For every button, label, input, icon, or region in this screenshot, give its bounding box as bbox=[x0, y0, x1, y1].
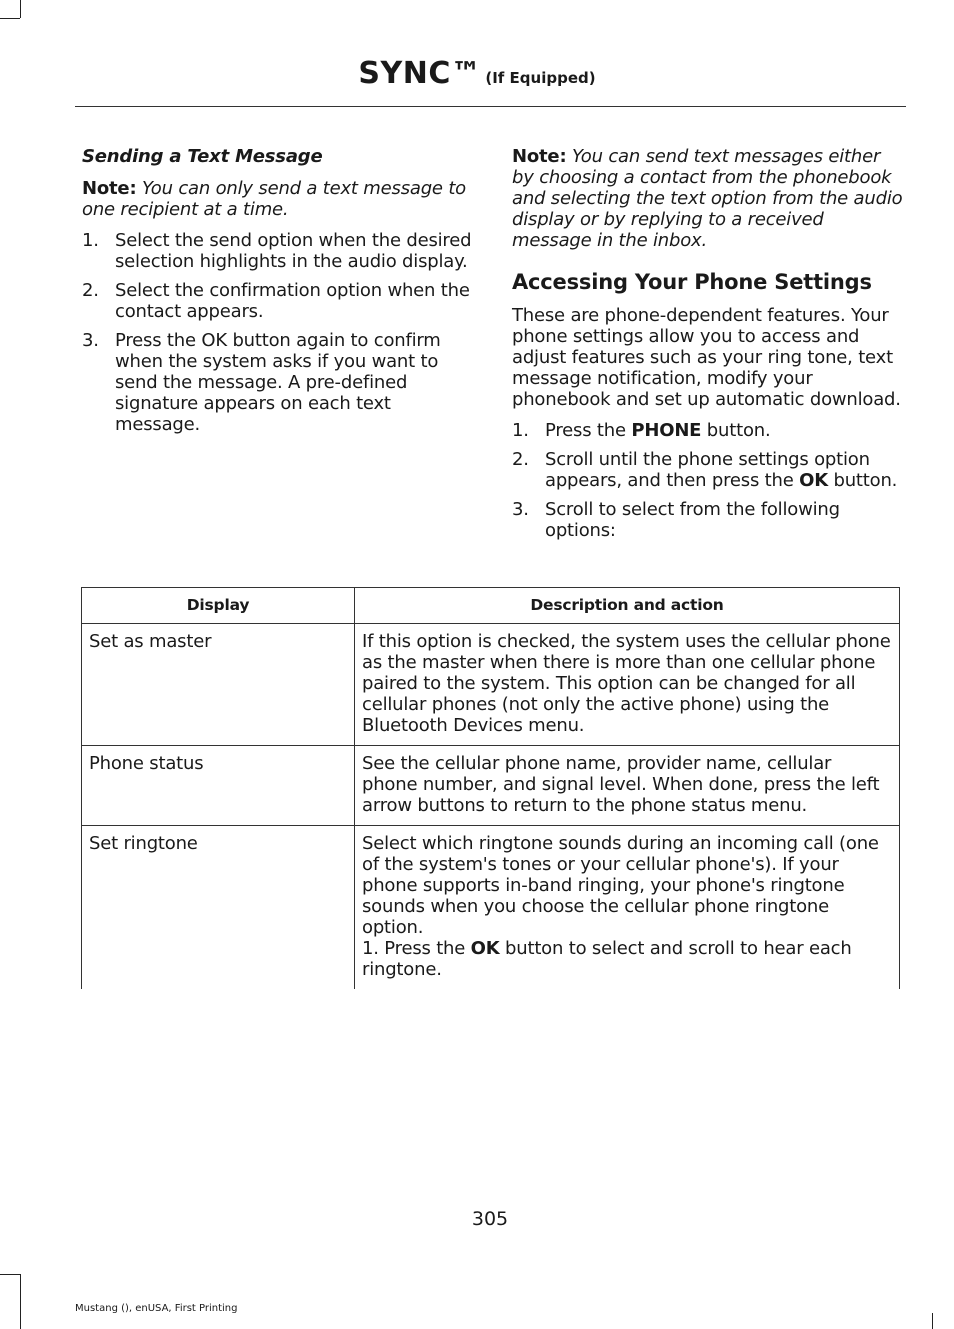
crop-mark bbox=[0, 18, 20, 19]
crop-mark bbox=[20, 1274, 21, 1329]
note-label: Note: bbox=[512, 146, 567, 167]
column-header-display: Display bbox=[82, 588, 355, 624]
crop-mark bbox=[932, 1313, 933, 1329]
table-row bbox=[82, 826, 900, 990]
description-text: Select which ringtone sounds during an incoming call (one of the system's tones or your cellular phone's). If your phone supports in-band ringing, your phone's ringtone sounds when you choose the cellular phone ringtone option. bbox=[362, 833, 879, 938]
step-text: Press the OK button again to confirm when the system asks if you want to send the message. A pre-defined signature appears on each text message. bbox=[115, 330, 441, 435]
note-text: You can send text messages either by choosing a contact from the phonebook and selecting the text option from the audio display or by replying to a received message in the inbox. bbox=[512, 146, 903, 251]
step-list bbox=[512, 420, 904, 541]
step-text: Select the confirmation option when the contact appears. bbox=[115, 280, 470, 322]
step-text: Scroll until the phone settings option appears, and then press the bbox=[545, 449, 870, 491]
button-name: OK bbox=[470, 938, 500, 959]
step-number: 3. bbox=[512, 499, 529, 520]
description-cell: If this option is checked, the system uses the cellular phone as the master when there is more than one cellular phone paired to the system. This option can be changed for all cellular phones (not only the active phone) using the Bluetooth Devices menu. bbox=[355, 624, 900, 746]
header-title: SYNC™ bbox=[358, 56, 482, 91]
step-text: button. bbox=[701, 420, 771, 441]
button-name: OK bbox=[799, 470, 828, 491]
right-column bbox=[512, 146, 904, 549]
display-cell: Phone status bbox=[82, 746, 355, 826]
step-text: Press the bbox=[545, 420, 632, 441]
step-number: 1. bbox=[512, 420, 529, 441]
description-cell: See the cellular phone name, provider name, cellular phone number, and signal level. When done, press the left arrow buttons to return to the phone status menu. bbox=[355, 746, 900, 826]
list-item bbox=[512, 449, 904, 491]
display-cell: Set as master bbox=[82, 624, 355, 746]
crop-mark bbox=[0, 1274, 20, 1275]
column-header-description: Description and action bbox=[355, 588, 900, 624]
footer-text: Mustang (), enUSA, First Printing bbox=[75, 1303, 238, 1314]
list-item bbox=[512, 420, 904, 441]
list-item bbox=[82, 280, 474, 322]
note bbox=[512, 146, 904, 251]
step-text: 1. Press the bbox=[362, 938, 471, 959]
description-cell bbox=[355, 826, 900, 990]
step-number: 2. bbox=[82, 280, 99, 301]
step-text: Select the send option when the desired selection highlights in the audio display. bbox=[115, 230, 472, 272]
header-subtitle: (If Equipped) bbox=[485, 69, 596, 87]
step-list bbox=[82, 230, 474, 435]
page-number: 305 bbox=[471, 1208, 509, 1230]
header-rule bbox=[75, 106, 906, 107]
options-table bbox=[81, 587, 900, 989]
list-item bbox=[512, 499, 904, 541]
step-text: button. bbox=[827, 470, 898, 491]
table-row bbox=[82, 624, 900, 746]
step-number: 1. bbox=[82, 230, 99, 251]
step-number: 2. bbox=[512, 449, 529, 470]
left-column bbox=[82, 146, 474, 443]
note-label: Note: bbox=[82, 178, 137, 199]
section-heading: Accessing Your Phone Settings bbox=[512, 270, 872, 294]
crop-mark bbox=[20, 0, 21, 18]
body-paragraph: These are phone-dependent features. Your phone settings allow you to access and adjust features such as your ring tone, text message notification, modify your phonebook and set up automatic download. bbox=[512, 305, 901, 410]
section-heading: Sending a Text Message bbox=[82, 146, 323, 167]
page-header bbox=[0, 56, 954, 91]
table-row bbox=[82, 746, 900, 826]
list-item bbox=[82, 230, 474, 272]
step-number: 3. bbox=[82, 330, 99, 351]
table-header-row bbox=[82, 588, 900, 624]
step-text: button to select and scroll to hear each ringtone. bbox=[362, 938, 852, 980]
list-item bbox=[82, 330, 474, 435]
step-text: Scroll to select from the following options: bbox=[545, 499, 840, 541]
note bbox=[82, 178, 474, 220]
display-cell: Set ringtone bbox=[82, 826, 355, 990]
note-text: You can only send a text message to one recipient at a time. bbox=[82, 178, 466, 220]
button-name: PHONE bbox=[631, 420, 702, 441]
